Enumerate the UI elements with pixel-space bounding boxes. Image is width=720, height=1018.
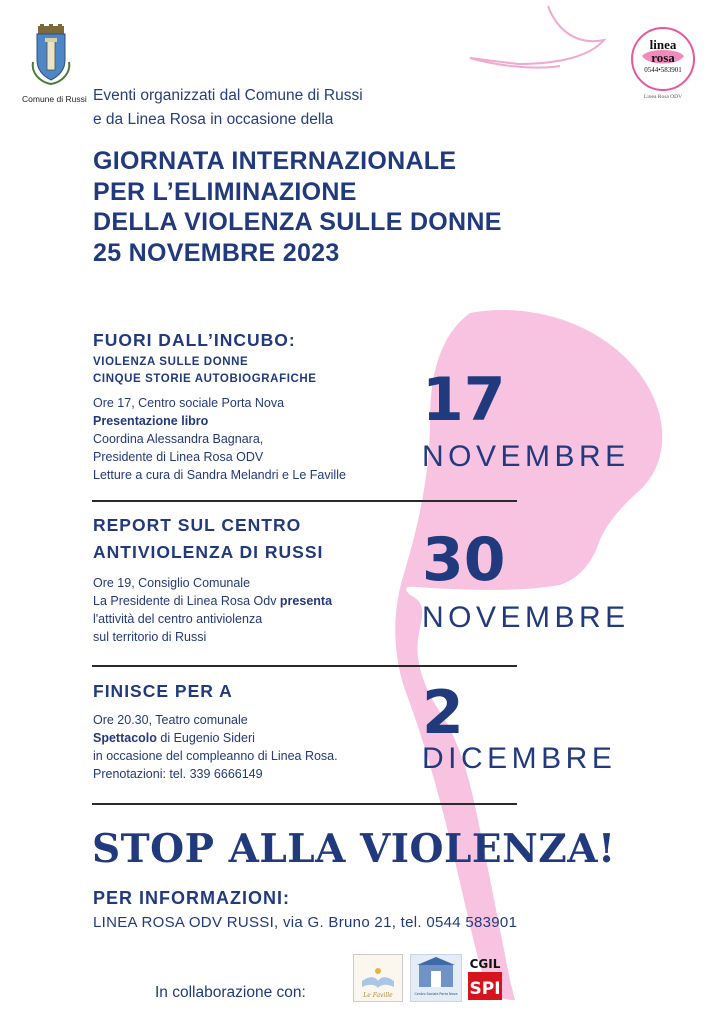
info-heading: PER INFORMAZIONI: — [93, 888, 290, 908]
event-title: ANTIVIOLENZA DI RUSSI — [93, 542, 324, 562]
event-line: in occasione del compleanno di Linea Rosa. — [93, 749, 338, 763]
event-day: 30 — [422, 525, 506, 595]
event-day: 17 — [422, 365, 506, 435]
page-title — [93, 146, 653, 268]
event-subtitle: VIOLENZA SULLE DONNE — [93, 356, 249, 368]
event-title: FINISCE PER A — [93, 681, 233, 701]
comune-di-russi-logo — [22, 24, 87, 104]
event-line-bold: Spettacolo — [93, 731, 157, 745]
event-line-bold: Presentazione libro — [93, 414, 209, 428]
event-3-text — [93, 678, 423, 783]
event-line: sul territorio di Russi — [93, 630, 207, 644]
divider — [92, 665, 517, 667]
event-line: Presidente di Linea Rosa ODV — [93, 450, 264, 464]
event-day: 2 — [422, 678, 464, 748]
collaboration-label: In collaborazione con: — [155, 984, 306, 1001]
title-line: GIORNATA INTERNAZIONALE — [93, 147, 457, 175]
info-text: LINEA ROSA ODV RUSSI, via G. Bruno 21, tel. 0544 583901 — [93, 914, 518, 931]
event-subtitle: CINQUE STORIE AUTOBIOGRAFICHE — [93, 373, 317, 385]
book-icon — [354, 955, 402, 1001]
event-body — [93, 394, 423, 484]
event-title: FUORI DALL’INCUBO: — [93, 330, 296, 350]
title-line: 25 NOVEMBRE 2023 — [93, 238, 340, 267]
comune-label: Comune di Russi — [22, 94, 87, 104]
coat-of-arms-icon — [29, 24, 73, 86]
centro-porta-nova-logo — [410, 954, 462, 1002]
event-1-text — [93, 327, 423, 484]
event-line-bold: presenta — [279, 594, 333, 608]
event-month: NOVEMBRE — [422, 601, 630, 634]
partner2-text: Centro Sociale Porta Nova — [414, 992, 458, 996]
divider — [92, 803, 517, 805]
pink-ribbon-curve — [470, 6, 604, 68]
event-line: di Eugenio Sideri — [156, 731, 255, 745]
partner3-top: CGIL — [469, 957, 501, 971]
event-line: Letture a cura di Sandra Melandri e Le Faville — [93, 468, 346, 482]
linea-rosa-logo — [630, 26, 696, 92]
linea-rosa-sub: Linea Rosa ODV — [643, 94, 683, 100]
event-body — [93, 711, 423, 783]
le-faville-logo — [353, 954, 403, 1002]
logo-line1: linea — [649, 37, 677, 52]
title-line: DELLA VIOLENZA SULLE DONNE — [93, 208, 502, 236]
partner1-text: Le Faville — [363, 992, 393, 999]
event-month: NOVEMBRE — [422, 440, 630, 473]
building-icon — [411, 955, 461, 1001]
event-title: REPORT SUL CENTRO — [93, 515, 302, 535]
event-line: Prenotazioni: tel. 339 6666149 — [93, 767, 263, 781]
event-body — [93, 574, 423, 646]
event-line: La Presidente di Linea Rosa Odv — [93, 594, 280, 608]
partner3-bottom: SPI — [469, 979, 501, 999]
cgil-spi-icon — [466, 954, 504, 1002]
event-line: Coordina Alessandra Bagnara, — [93, 432, 264, 446]
event-line: l'attività del centro antiviolenza — [93, 612, 263, 626]
intro-line: Eventi organizzati dal Comune di Russi — [93, 87, 363, 104]
event-2-text — [93, 512, 423, 646]
event-line: Ore 17, Centro sociale Porta Nova — [93, 396, 285, 410]
intro-line: e da Linea Rosa in occasione della — [93, 111, 334, 128]
slogan: STOP ALLA VIOLENZA! — [92, 826, 616, 872]
title-line: PER L’ELIMINAZIONE — [93, 177, 357, 206]
event-line: Ore 20.30, Teatro comunale — [93, 713, 248, 727]
logo-phone: 0544•583901 — [644, 66, 682, 74]
intro-text — [93, 84, 513, 132]
cgil-spi-logo — [466, 954, 504, 1002]
logo-line2: rosa — [651, 50, 675, 65]
event-month: DICEMBRE — [422, 742, 617, 775]
event-line: Ore 19, Consiglio Comunale — [93, 576, 251, 590]
divider — [92, 500, 517, 502]
